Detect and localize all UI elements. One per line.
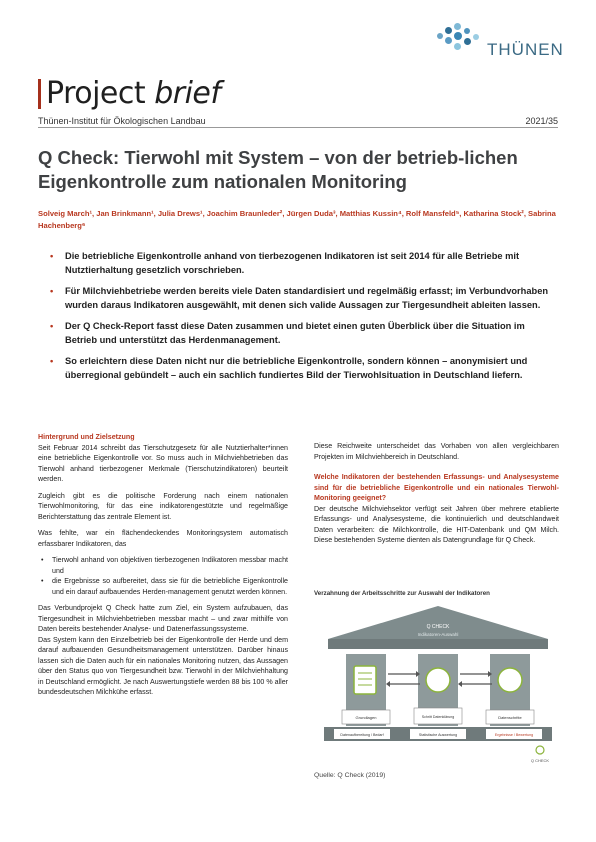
- logo-dot-icon: [454, 23, 461, 30]
- series-title-regular: Project: [46, 76, 146, 111]
- bullet-icon: •: [50, 251, 54, 261]
- paragraph: Das System kann den Einzelbetrieb bei der Eigenkontrolle der Herde und dem darauf aufbauenden Gesundheitsmanagement unterstützen. Darüber hinaus lassen sich die Daten auch für ein nationales Monitoring nutzen, das Aussagen über den Status quo von Tiergesundheit bzw. Tierwohl in der Milchviehhaltung in Deutschland ermöglicht. Je nach Auswertungstiefe werden 88 bis 100 % aller bundesdeutschen Milchkühe erfasst.: [38, 635, 288, 696]
- checklist-icon: [354, 666, 376, 694]
- arrowhead-icon: [386, 681, 390, 687]
- base-label: Datenaufbereitung / Bedarf: [340, 733, 384, 737]
- paragraph: Zugleich gibt es die politische Forderung nach einem nationalen Tierwohlmonitoring, für das eine indikatorengestützte und regelmäßige Berichterstattung das zentrale Element ist.: [38, 491, 288, 521]
- bullet-icon: •: [50, 356, 54, 366]
- logo-dot-icon: [445, 37, 452, 44]
- cow-icon: [498, 668, 522, 692]
- right-column: [314, 441, 559, 552]
- paragraph: Was fehlte, war ein flächendeckendes Monitoringsystem automatisch erfassbarer Indikatoren, das: [38, 529, 288, 548]
- thuenen-logo: [437, 23, 567, 63]
- indicator-house-diagram: [318, 604, 558, 766]
- arrowhead-icon: [458, 681, 462, 687]
- box-label: Grundlagen: [355, 715, 377, 720]
- series-title: [46, 76, 220, 111]
- goal-list: [38, 555, 288, 597]
- logo-dot-icon: [437, 33, 443, 39]
- roof-band: [328, 639, 548, 649]
- figure-source: Quelle: Q Check (2019): [314, 772, 386, 779]
- list-item: • die Ergebnisse so aufbereitet, dass sie für die betriebliche Eigenkontrolle und ein darauf aufbauendes Herden-management genutzt werden können.: [38, 576, 288, 597]
- paragraph: Seit Februar 2014 schreibt das Tierschutzgesetz für alle Nutztierhalter*innen eine betriebliche Eigenkontrolle vor. So muss auch in Milchviehbetrieben das Tierwohl anhand tierbezogener Merkmale (Tierschutzindikatoren) beurteilt werden.: [38, 443, 288, 483]
- paragraph: Der deutsche Milchviehsektor verfügt seit Jahren über mehrere etablierte Erfassungs- und Analysesysteme, die kontinuierlich und deutschlandweit Daten verarbeiten: die Milchkontrolle, die HIT-Datenbank und QM Milch. Diese bestehenden Systeme dienten als Datengrundlage für Q Check.: [314, 504, 559, 544]
- title-accent-bar: [38, 79, 41, 109]
- logo-dot-icon: [454, 43, 461, 50]
- box-label: Schritt Datenklärung: [421, 715, 455, 719]
- logo-wordmark: THÜNEN: [487, 40, 564, 59]
- logo-dot-icon: [464, 38, 471, 45]
- base-label: Ergebnisse / Bewertung: [494, 733, 534, 737]
- article-headline: Q Check: Tierwohl mit System – von der betrieb-lichen Eigenkontrolle zum nationalen Monitoring: [38, 147, 518, 192]
- summary-bullet: • So erleichtern diese Daten nicht nur die betriebliche Eigenkontrolle, sondern können – anonymisiert und überregional gebündelt – auch ein sachlich fundiertes Bild der Tierwohlsituation in Deutschland liefern.: [50, 356, 528, 380]
- institute-name: Thünen-Institut für Ökologischen Landbau: [38, 116, 206, 126]
- qcheck-brand: Q CHECK: [530, 758, 550, 763]
- section-heading: Welche Indikatoren der bestehenden Erfassungs- und Analysesysteme sind für die betriebliche Eigenkontrolle und ein nationales Tierwohl-Monitoring geeignet?: [314, 473, 559, 502]
- summary-bullet: • Die betriebliche Eigenkontrolle anhand von tierbezogenen Indikatoren ist seit 2014 für alle Betriebe mit Nutztierhaltung gesetzlich vorschrieben.: [50, 251, 520, 275]
- box-label: Datenschritte: [498, 715, 522, 720]
- summary-bullets: [50, 249, 550, 389]
- paragraph: Diese Reichweite unterscheidet das Vorhaben von allen vergleichbaren Projekten im Milchviehbereich in Deutschland.: [314, 442, 559, 461]
- paragraph: Das Verbundprojekt Q Check hatte zum Ziel, ein System aufzubauen, das Tiergesundheit in Milchviehbetrieben messbar macht – und zwar mithilfe von Daten bereits bestehender Analyse- und Datenerfassungssysteme.: [38, 604, 288, 633]
- roof-title: Q CHECK: [426, 624, 450, 630]
- logo-dot-icon: [464, 28, 470, 34]
- series-title-italic: brief: [154, 76, 221, 111]
- summary-bullet: • Der Q Check-Report fasst diese Daten zusammen und bietet einen guten Überblick über die Situation im Betrieb und unterstützt das Herdenmanagement.: [50, 321, 525, 345]
- summary-bullet: • Für Milchviehbetriebe werden bereits viele Daten standardisiert und regelmäßig erfasst; im Verbundvorhaben wurden daraus Indikatoren ausgewählt, mit denen sich valide Aussagen zur Tiergesundheit ableiten lassen.: [50, 286, 549, 310]
- qcheck-logo-icon: [536, 746, 544, 754]
- analysis-icon: [426, 668, 450, 692]
- issue-number: 2021/35: [525, 116, 558, 126]
- header-divider: [38, 127, 558, 128]
- base-label: Statistische Auswertung: [418, 733, 458, 737]
- logo-dot-icon: [473, 34, 479, 40]
- bullet-icon: •: [50, 321, 54, 331]
- logo-dot-icon: [445, 27, 452, 34]
- figure-caption: Verzahnung der Arbeitsschritte zur Auswahl der Indikatoren: [314, 590, 490, 597]
- author-list: Solveig March¹, Jan Brinkmann¹, Julia Drews¹, Joachim Braunleder², Jürgen Duda³, Matthias Kussin⁴, Rolf Mansfeld⁵, Katharina Stock², Sabrina Hachenberg⁶: [38, 209, 556, 230]
- roof-subtitle: Indikatoren-Auswahl: [417, 632, 459, 637]
- list-item: • Tierwohl anhand von objektiven tierbezogenen Indikatoren messbar macht und: [38, 555, 288, 576]
- section-heading: Hintergrund und Zielsetzung: [38, 433, 135, 441]
- logo-dot-icon: [454, 32, 462, 40]
- left-column: [38, 432, 288, 704]
- bullet-icon: •: [50, 286, 54, 296]
